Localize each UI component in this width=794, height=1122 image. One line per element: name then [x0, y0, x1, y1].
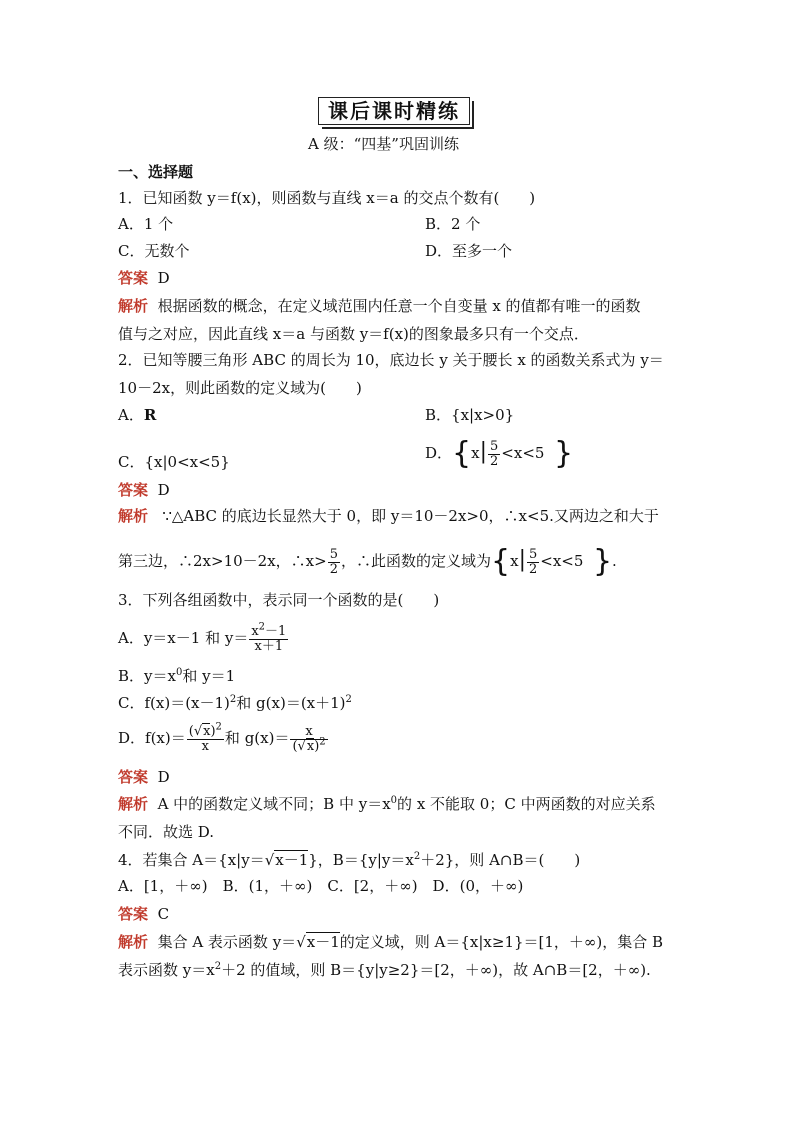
q1-option-d: D．至多一个 [425, 242, 513, 260]
q1-option-c: C．无数个 [118, 242, 190, 260]
q3-stem: 3．下列各组函数中，表示同一个函数的是( ) [118, 591, 440, 609]
answer-label: 答案 [118, 269, 149, 287]
q1-answer-value: D [157, 269, 170, 287]
fraction: $\frac{5}{2}$ [490, 438, 499, 469]
q1-option-b: B．2 个 [425, 215, 481, 233]
right-brace-icon: } [553, 436, 574, 471]
q1-stem: 1．已知函数 y＝f(x)，则函数与直线 x＝a 的交点个数有( ) [118, 189, 536, 207]
section-heading: 一、选择题 [118, 163, 194, 181]
q1-answer [118, 268, 170, 288]
q3-option-a: A．y＝x－1 和 y＝ $\frac{x^2-1}{x+1}$ [118, 621, 287, 654]
q2-analysis-line1: 解析 ∵△ABC 的底边长显然大于 0，即 y＝10－2x>0，∴x<5.又两边之和大于 [118, 507, 659, 525]
q4-analysis-line1: 解析 集合 A 表示函数 y＝√x－1的定义域，则 A＝{x|x≥1}＝[1，＋∞)，集合 B [118, 933, 664, 951]
left-brace-icon: { [452, 436, 472, 471]
q3-analysis-line1: 解析 A 中的函数定义域不同；B 中 $y=x^0$的 x 不能取 0；C 中两函数的对应关系 [118, 795, 656, 813]
q3-option-c: C．$f(x)=(x-1)^2$和 $g(x)=(x+1)^2$ [118, 694, 352, 712]
q2-stem-line1: 2．已知等腰三角形 ABC 的周长为 10，底边长 y 关于腰长 x 的函数关系式为 y＝ [118, 351, 664, 369]
page-title: 课后课时精练 [318, 97, 470, 125]
q2-option-d: D．{x| $\frac{5}{2}$ <x<5 } [425, 436, 574, 471]
q4-options: A．[1，＋∞) B．(1，＋∞) C．[2，＋∞) D．(0，＋∞) [118, 877, 524, 895]
level-heading: A 级：“四基”巩固训练 [308, 135, 459, 153]
q3-answer: 答案 D [118, 768, 170, 786]
q2-option-a: A．R [118, 406, 157, 424]
q3-option-b: B．$y=x^0$和 y＝1 [118, 667, 236, 685]
q2-answer: 答案 D [118, 481, 170, 499]
q2-option-b: B．{x|x>0} [425, 406, 515, 424]
q2-analysis-line2: 第三边，∴2x>10－2x，∴x> $\frac{5}{2}$ ，∴此函数的定义域为{x| $\frac{5}{2}$ <x<5 }. [118, 544, 617, 579]
q2-stem-line2: 10－2x，则此函数的定义域为( ) [118, 379, 362, 397]
q3-analysis-line2: 不同．故选 D. [118, 823, 215, 841]
q3-option-d: D．f(x)＝ $\frac{(√x)^2}{x}$ 和 g(x)＝ $\frac{x}{(√x)^2}$ [118, 721, 326, 754]
q4-stem: 4．若集合 A＝{x|y＝√x－1}，$B=\{y|y=x^2+2\}$，则 A∩B＝( ) [118, 851, 581, 869]
q1-option-a: A．1 个 [118, 215, 174, 233]
q1-analysis-line1: 解析 根据函数的概念，在定义域范围内任意一个自变量 x 的值都有唯一的函数 [118, 297, 641, 315]
q2-option-c: C．{x|0<x<5} [118, 453, 230, 471]
q4-analysis-line2: 表示函数 $y=x^2+2$ 的值域，则 B＝{y|y≥2}＝[2，＋∞)，故 A∩B＝[2，＋∞). [118, 961, 651, 979]
q1-analysis-line2: 值与之对应，因此直线 x＝a 与函数 y＝f(x)的图象最多只有一个交点． [118, 325, 589, 343]
q4-answer: 答案 C [118, 905, 170, 923]
analysis-label: 解析 [118, 297, 149, 315]
